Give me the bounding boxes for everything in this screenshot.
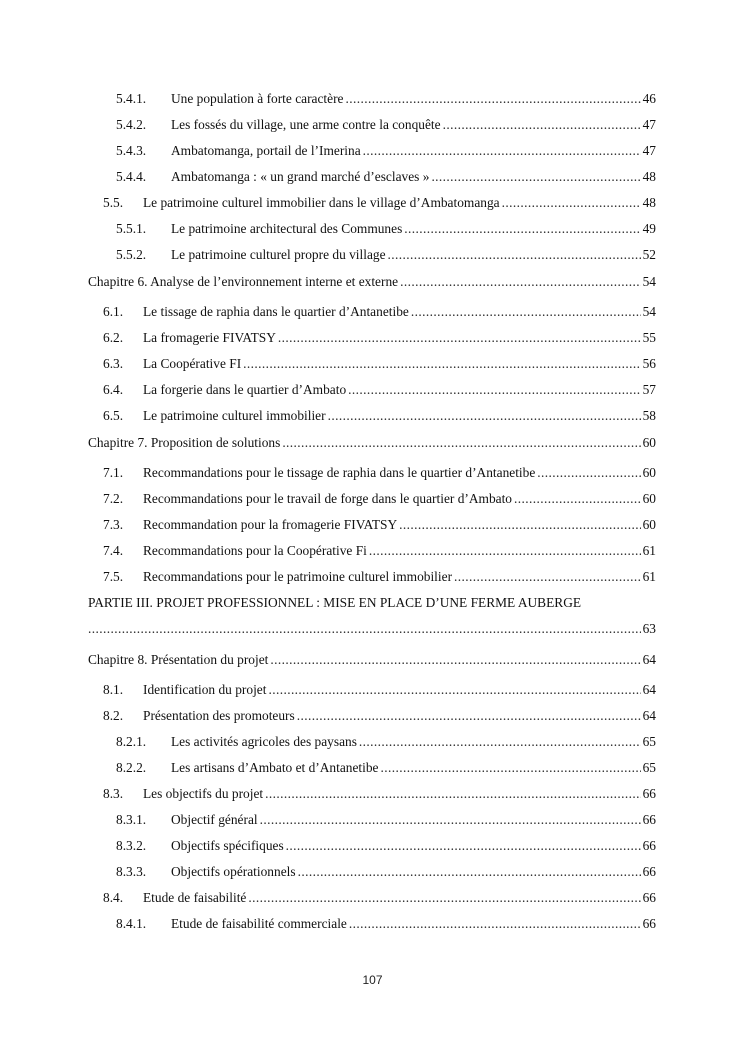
- toc-entry-page: 60: [642, 517, 656, 532]
- toc-entry-number: 5.5.: [103, 195, 124, 210]
- toc-entry-page: 52: [642, 247, 656, 262]
- toc-leader-dots: [268, 677, 640, 703]
- toc-leader-dots: [502, 190, 641, 216]
- toc-leader-dots: [537, 460, 640, 486]
- toc-entry-number: 7.4.: [103, 543, 124, 558]
- toc-entry-title: Etude de faisabilité commerciale: [171, 916, 347, 931]
- toc-part-title[interactable]: PARTIE III. PROJET PROFESSIONNEL : MISE EN PLACE D’UNE FERME AUBERGE: [88, 595, 582, 610]
- toc-entry-number: 8.3.: [103, 786, 124, 801]
- toc-entry-title: Recommandations pour le patrimoine culturel immobilier: [143, 569, 453, 584]
- toc-leader-dots: [359, 729, 641, 755]
- toc-leader-dots: [328, 403, 641, 429]
- toc-entry-page: 66: [642, 838, 656, 853]
- toc-entry-number: 6.4.: [103, 382, 124, 397]
- toc-entry-title: Le patrimoine culturel immobilier: [143, 408, 326, 423]
- toc-entry-title: Identification du projet: [143, 682, 267, 697]
- toc-leader-dots: [400, 268, 641, 295]
- toc-entry-title: Les objectifs du projet: [143, 786, 264, 801]
- toc-entry-title: Le patrimoine culturel immobilier dans le village d’Ambatomanga: [143, 195, 500, 210]
- toc-entry-number: 8.2.2.: [116, 760, 147, 775]
- toc-entry-page: 64: [642, 652, 656, 667]
- toc-leader-dots: [297, 703, 641, 729]
- toc-leader-dots: [381, 755, 641, 781]
- toc-chapter-entry[interactable]: [88, 646, 656, 673]
- toc-entry-page: 46: [642, 91, 656, 106]
- toc-entry-page: 60: [642, 435, 656, 450]
- toc-leader-dots: [348, 377, 640, 403]
- toc-entry-number: 5.4.3.: [116, 143, 147, 158]
- toc-entry[interactable]: [88, 242, 656, 268]
- toc-entry-title: Objectif général: [171, 812, 258, 827]
- toc-entry-number: 6.3.: [103, 356, 124, 371]
- toc-entry-number: 5.5.2.: [116, 247, 147, 262]
- toc-leader-dots: [349, 911, 641, 937]
- toc-entry-title: La forgerie dans le quartier d’Ambato: [143, 382, 347, 397]
- toc-entry-title: Ambatomanga, portail de l’Imerina: [171, 143, 361, 158]
- toc-entry-page: 54: [642, 274, 656, 289]
- toc-entry-number: 8.1.: [103, 682, 124, 697]
- toc-entry-page: 48: [642, 169, 656, 184]
- toc-leader-dots: [260, 807, 641, 833]
- toc-leader-dots: [88, 616, 641, 642]
- toc-entry[interactable]: [88, 377, 656, 403]
- toc-entry[interactable]: [88, 299, 656, 325]
- toc-entry-title: Chapitre 6. Analyse de l’environnement interne et externe: [88, 274, 399, 289]
- toc-entry-page: 66: [642, 864, 656, 879]
- toc-entry-title: Recommandations pour le tissage de raphia dans le quartier d’Antanetibe: [143, 465, 536, 480]
- toc-leader-dots: [388, 242, 641, 268]
- toc-entry-number: 7.5.: [103, 569, 124, 584]
- toc-entry-page: 66: [642, 786, 656, 801]
- toc-entry-number: 7.2.: [103, 491, 124, 506]
- toc-entry-number: 8.3.2.: [116, 838, 147, 853]
- toc-entry-title: Une population à forte caractère: [171, 91, 344, 106]
- toc-entry-title: Recommandations pour la Coopérative Fi: [143, 543, 367, 558]
- toc-entry[interactable]: [88, 138, 656, 164]
- toc-entry-page: 47: [642, 117, 656, 132]
- toc-entry[interactable]: [88, 190, 656, 216]
- toc-part-page: 63: [642, 621, 656, 636]
- toc-entry-title: Chapitre 8. Présentation du projet: [88, 652, 269, 667]
- toc-entry-number: 5.4.1.: [116, 91, 147, 106]
- toc-entry[interactable]: [88, 833, 656, 859]
- toc-chapter-entry[interactable]: [88, 268, 656, 295]
- toc-entry-number: 5.4.2.: [116, 117, 147, 132]
- toc-entry-title: Le patrimoine culturel propre du village: [171, 247, 386, 262]
- table-of-contents: [88, 86, 656, 937]
- toc-entry-page: 66: [642, 812, 656, 827]
- toc-leader-dots: [286, 833, 641, 859]
- toc-entry-title: La Coopérative FI: [143, 356, 242, 371]
- toc-entry[interactable]: [88, 677, 656, 703]
- toc-leader-dots: [431, 164, 640, 190]
- toc-entry-page: 60: [642, 465, 656, 480]
- toc-leader-dots: [248, 885, 640, 911]
- toc-entry[interactable]: [88, 885, 656, 911]
- page-number: 107: [362, 973, 383, 987]
- toc-entry-title: La fromagerie FIVATSY: [143, 330, 276, 345]
- toc-entry-page: 58: [642, 408, 656, 423]
- toc-leader-dots: [243, 351, 640, 377]
- toc-entry-page: 61: [642, 569, 656, 584]
- toc-entry-title: Les artisans d’Ambato et d’Antanetibe: [171, 760, 379, 775]
- toc-leader-dots: [346, 86, 641, 112]
- toc-entry[interactable]: [88, 807, 656, 833]
- toc-entry-page: 54: [642, 304, 656, 319]
- toc-entry-page: 66: [642, 890, 656, 905]
- toc-entry[interactable]: [88, 859, 656, 885]
- toc-entry-page: 57: [642, 382, 656, 397]
- toc-entry-title: Le tissage de raphia dans le quartier d’Antanetibe: [143, 304, 409, 319]
- toc-entry[interactable]: [88, 351, 656, 377]
- toc-entry-title: Les fossés du village, une arme contre la conquête: [171, 117, 441, 132]
- toc-entry-title: Recommandation pour la fromagerie FIVATSY: [143, 517, 398, 532]
- toc-entry-number: 7.1.: [103, 465, 124, 480]
- toc-leader-dots: [411, 299, 641, 325]
- toc-entry-number: 5.4.4.: [116, 169, 147, 184]
- toc-entry[interactable]: [88, 781, 656, 807]
- toc-entry-title: Etude de faisabilité: [143, 890, 247, 905]
- toc-entry[interactable]: [88, 164, 656, 190]
- toc-leader-dots: [454, 564, 641, 590]
- toc-entry-number: 7.3.: [103, 517, 124, 532]
- toc-entry-page: 65: [642, 734, 656, 749]
- toc-entry-page: 64: [642, 682, 656, 697]
- toc-entry-page: 65: [642, 760, 656, 775]
- toc-entry-page: 64: [642, 708, 656, 723]
- toc-part-leader: [88, 616, 656, 642]
- toc-entry-number: 8.4.: [103, 890, 124, 905]
- toc-entry-title: Objectifs opérationnels: [171, 864, 296, 879]
- toc-leader-dots: [443, 112, 641, 138]
- toc-entry[interactable]: [88, 755, 656, 781]
- toc-entry-page: 60: [642, 491, 656, 506]
- toc-entry-title: Présentation des promoteurs: [143, 708, 295, 723]
- toc-entry-number: 8.2.1.: [116, 734, 147, 749]
- toc-leader-dots: [298, 859, 641, 885]
- toc-entry-title: Le patrimoine architectural des Communes: [171, 221, 403, 236]
- toc-entry-page: 48: [642, 195, 656, 210]
- toc-entry-page: 61: [642, 543, 656, 558]
- toc-entry[interactable]: [88, 512, 656, 538]
- toc-entry[interactable]: [88, 911, 656, 937]
- toc-entry-number: 8.3.1.: [116, 812, 147, 827]
- toc-entry-number: 8.2.: [103, 708, 124, 723]
- toc-entry-page: 49: [642, 221, 656, 236]
- toc-entry[interactable]: [88, 216, 656, 242]
- toc-leader-dots: [369, 538, 641, 564]
- toc-entry[interactable]: [88, 112, 656, 138]
- toc-entry-number: 6.5.: [103, 408, 124, 423]
- toc-leader-dots: [514, 486, 641, 512]
- toc-entry-number: 8.3.3.: [116, 864, 147, 879]
- toc-entry-page: 55: [642, 330, 656, 345]
- toc-entry-number: 6.2.: [103, 330, 124, 345]
- toc-leader-dots: [270, 646, 640, 673]
- toc-entry-page: 47: [642, 143, 656, 158]
- toc-entry[interactable]: [88, 564, 656, 590]
- toc-entry[interactable]: [88, 486, 656, 512]
- toc-entry[interactable]: [88, 729, 656, 755]
- toc-entry-number: 6.1.: [103, 304, 124, 319]
- toc-entry[interactable]: [88, 86, 656, 112]
- toc-entry[interactable]: [88, 703, 656, 729]
- toc-entry-page: 56: [642, 356, 656, 371]
- toc-entry-title: Recommandations pour le travail de forge dans le quartier d’Ambato: [143, 491, 512, 506]
- toc-leader-dots: [278, 325, 641, 351]
- toc-entry-title: Chapitre 7. Proposition de solutions: [88, 435, 281, 450]
- toc-leader-dots: [265, 781, 640, 807]
- toc-entry-title: Ambatomanga : « un grand marché d’esclaves »: [171, 169, 430, 184]
- toc-entry[interactable]: [88, 403, 656, 429]
- toc-entry[interactable]: [88, 538, 656, 564]
- toc-entry-title: Les activités agricoles des paysans: [171, 734, 357, 749]
- toc-entry-page: 66: [642, 916, 656, 931]
- toc-entry-title: Objectifs spécifiques: [171, 838, 284, 853]
- toc-entry-number: 5.5.1.: [116, 221, 147, 236]
- toc-leader-dots: [282, 429, 640, 456]
- toc-entry[interactable]: [88, 325, 656, 351]
- toc-leader-dots: [404, 216, 640, 242]
- toc-leader-dots: [363, 138, 641, 164]
- toc-entry-number: 8.4.1.: [116, 916, 147, 931]
- toc-leader-dots: [399, 512, 640, 538]
- toc-entry[interactable]: [88, 460, 656, 486]
- toc-chapter-entry[interactable]: [88, 429, 656, 456]
